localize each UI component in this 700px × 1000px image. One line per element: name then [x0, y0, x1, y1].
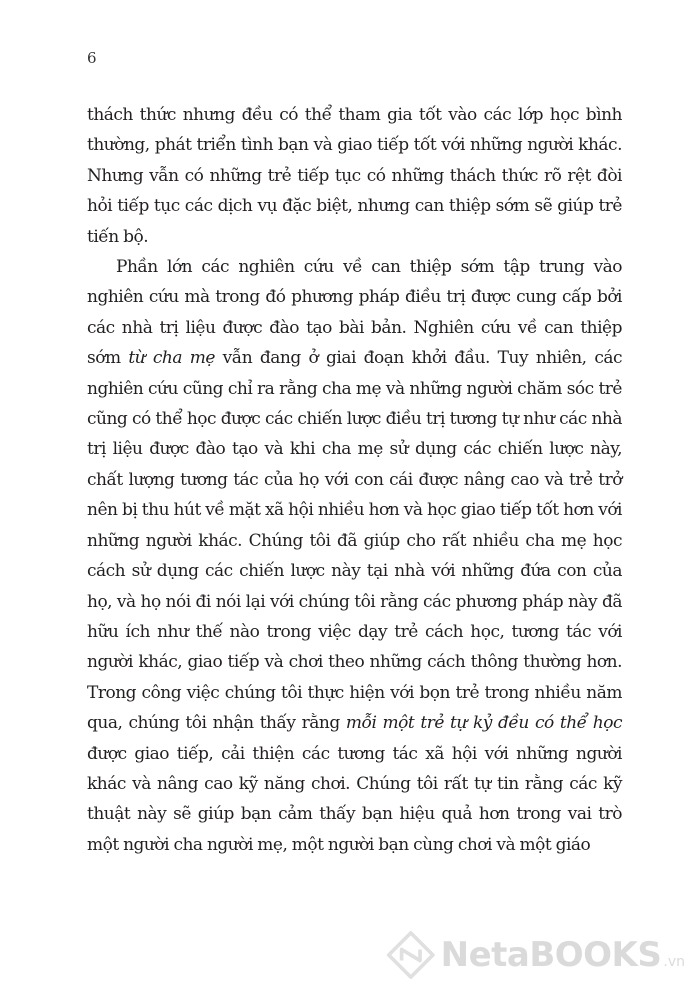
- watermark-brand: NetaBOOKS: [440, 935, 662, 975]
- watermark: [385, 920, 685, 990]
- page-number: 6: [87, 49, 97, 67]
- emphasis-from-parents: từ cha mẹ: [128, 348, 215, 369]
- watermark-suffix: .vn: [663, 954, 685, 970]
- paragraph-2: [87, 252, 622, 860]
- netabooks-logo-icon: [385, 927, 437, 983]
- paragraph-1: thách thức nhưng đều có thể tham gia tốt vào các lớp học bình thường, phát triển tình bạn và giao tiếp tốt với những người khác. Nhưng vẫn có những trẻ tiếp tục có những thách thức rõ rệt đòi hỏi tiếp tục các dịch vụ đặc biệt, nhưng can thiệp sớm sẽ giúp trẻ tiến bộ.: [87, 105, 622, 247]
- body-text: [87, 100, 622, 860]
- paragraph-2-text-b: vẫn đang ở giai đoạn khởi đầu. Tuy nhiên, các nghiên cứu cũng chỉ ra rằng cha mẹ và những người chăm sóc trẻ cũng có thể học được các chiến lược điều trị tương tự như các nhà trị liệu được đào tạo và khi cha mẹ sử dụng các chiến lược này, chất lượng tương tác của họ với con cái được nâng cao và trẻ trở nên bị thu hút về mặt xã hội nhiều hơn và học giao tiếp tốt hơn với những người khác. Chúng tôi đã giúp cho rất nhiều cha mẹ học cách sử dụng các chiến lược này tại nhà với những đứa con của họ, và họ nói đi nói lại với chúng tôi rằng các phương pháp này đã hữu ích như thế nào trong việc dạy trẻ cách học, tương tác với người khác, giao tiếp và chơi theo những cách thông thường hơn. Trong công việc chúng tôi thực hiện với bọn trẻ trong nhiều năm qua, chúng tôi nhận thấy rằng: [87, 348, 623, 734]
- paragraph-2-text-a: Phần lớn các nghiên cứu về can thiệp sớm tập trung vào nghiên cứu mà trong đó phương pháp điều trị được cung cấp bởi các nhà trị liệu được đào tạo bài bản. Nghiên cứu về can thiệp sớm: [87, 257, 622, 369]
- emphasis-every-child-can-learn: mỗi một trẻ tự kỷ đều có thể học: [345, 713, 622, 734]
- paragraph-2-text-c: được giao tiếp, cải thiện các tương tác xã hội với những người khác và nâng cao kỹ năng chơi. Chúng tôi rất tự tin rằng các kỹ thuật này sẽ giúp bạn cảm thấy bạn hiệu quả hơn trong vai trò một người cha người mẹ, một người bạn cùng chơi và một giáo: [87, 743, 622, 855]
